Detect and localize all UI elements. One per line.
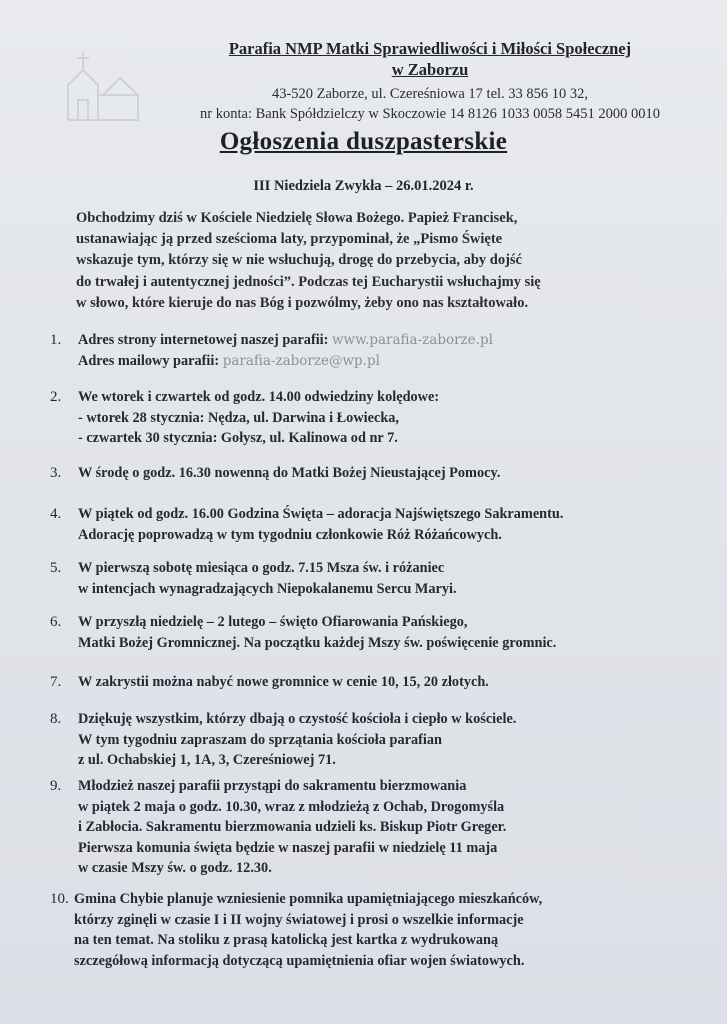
- intro-paragraph: [76, 208, 636, 314]
- item-number: 9.: [50, 778, 62, 794]
- email-link[interactable]: parafia-zaborze@wp.pl: [222, 352, 380, 369]
- item-line: w intencjach wynagradzających Niepokalanemu Sercu Maryi.: [78, 580, 457, 597]
- item-line: We wtorek i czwartek od godz. 14.00 odwiedziny kolędowe:: [78, 389, 440, 405]
- item-line: szczegółową informacją dotyczącą upamiętnienia ofiar wojen światowych.: [74, 952, 525, 969]
- item-text: Adres strony internetowej naszej parafii:: [78, 332, 332, 348]
- item-text: Adres mailowy parafii:: [78, 352, 223, 369]
- item-line: - czwartek 30 stycznia: Gołysz, ul. Kalinowa od nr 7.: [78, 430, 398, 446]
- item-line: W zakrystii można nabyć nowe gromnice w cenie 10, 15, 20 złotych.: [78, 674, 489, 690]
- sunday-date: III Niedziela Zwykła – 26.01.2024 r.: [253, 178, 474, 194]
- intro-line: ustanawiając ją przed sześcioma laty, przypominał, że „Pismo Święte: [76, 231, 503, 248]
- website-link[interactable]: www.parafia-zaborze.pl: [332, 332, 493, 348]
- item-number: 8.: [50, 711, 62, 727]
- item-line: W piątek od godz. 16.00 Godzina Święta – adoracja Najświętszego Sakramentu.: [78, 506, 564, 522]
- intro-line: wskazuje tym, którzy się w nie wsłuchują, drogę do przebycia, aby dojść: [76, 252, 522, 269]
- intro-line: do trwałej i autentycznej jedności”. Podczas tej Eucharystii wsłuchajmy się: [76, 273, 541, 290]
- parish-location: w Zaborzu: [391, 60, 469, 79]
- parish-header: [160, 38, 700, 124]
- item-line: W tym tygodniu zapraszam do sprzątania kościoła parafian: [78, 731, 442, 748]
- item-line: z ul. Ochabskiej 1, 1A, 3, Czereśniowej 71.: [78, 752, 336, 768]
- item-line: W przyszłą niedzielę – 2 lutego – święto Ofiarowania Pańskiego,: [78, 614, 468, 630]
- item-line: Pierwsza komunia święta będzie w naszej parafii w niedzielę 11 maja: [78, 839, 498, 856]
- item-number: 7.: [50, 674, 62, 690]
- bank-account: nr konta: Bank Spółdzielczy w Skoczowie 14 8126 1033 0058 5451 2000 0010: [200, 106, 660, 122]
- item-line: Dziękuję wszystkim, którzy dbają o czystość kościoła i ciepło w kościele.: [78, 711, 517, 727]
- item-number: 1.: [50, 332, 62, 348]
- item-line: - wtorek 28 stycznia: Nędza, ul. Darwina i Łowiecka,: [78, 409, 399, 426]
- item-number: 6.: [50, 614, 62, 630]
- item-line: w piątek 2 maja o godz. 10.30, wraz z młodzieżą z Ochab, Drogomyśla: [78, 798, 505, 815]
- item-line: którzy zginęli w czasie I i II wojny światowej i prosi o wszelkie informacje: [74, 911, 524, 928]
- page-title: Ogłoszenia duszpasterskie: [219, 128, 508, 155]
- item-line: W środę o godz. 16.30 nowenną do Matki Bożej Nieustającej Pomocy.: [78, 465, 501, 481]
- item-number: 5.: [50, 560, 62, 576]
- item-number: 10.: [50, 891, 69, 907]
- intro-line: Obchodzimy dziś w Kościele Niedzielę Słowa Bożego. Papież Francisek,: [76, 210, 518, 226]
- item-line: w czasie Mszy św. o godz. 12.30.: [78, 860, 272, 876]
- item-line: Gmina Chybie planuje wzniesienie pomnika upamiętniającego mieszkańców,: [74, 891, 543, 907]
- item-number: 2.: [50, 389, 62, 405]
- item-line: na ten temat. Na stoliku z prasą katolicką jest kartka z wydrukowaną: [74, 932, 499, 948]
- item-number: 4.: [50, 506, 62, 522]
- item-line: [78, 330, 708, 351]
- item-number: 3.: [50, 465, 62, 481]
- parish-address: 43-520 Zaborze, ul. Czereśniowa 17 tel. 33 856 10 32,: [271, 86, 589, 102]
- intro-line: w słowo, które kieruje do nas Bóg i pozwólmy, żeby ono nas kształtowało.: [76, 294, 529, 311]
- item-line: Adorację poprowadzą w tym tygodniu członkowie Róż Różańcowych.: [78, 526, 502, 543]
- item-line: [78, 351, 708, 372]
- item-line: Matki Bożej Gromnicznej. Na początku każdej Mszy św. poświęcenie gromnic.: [78, 634, 557, 651]
- item-line: Młodzież naszej parafii przystąpi do sakramentu bierzmowania: [78, 778, 467, 794]
- parish-name: Parafia NMP Matki Sprawiedliwości i Miłości Społecznej: [228, 39, 632, 58]
- church-watermark-icon: [48, 40, 158, 130]
- item-line: i Zabłocia. Sakramentu bierzmowania udzieli ks. Biskup Piotr Greger.: [78, 819, 507, 835]
- item-line: W pierwszą sobotę miesiąca o godz. 7.15 Msza św. i różaniec: [78, 560, 445, 576]
